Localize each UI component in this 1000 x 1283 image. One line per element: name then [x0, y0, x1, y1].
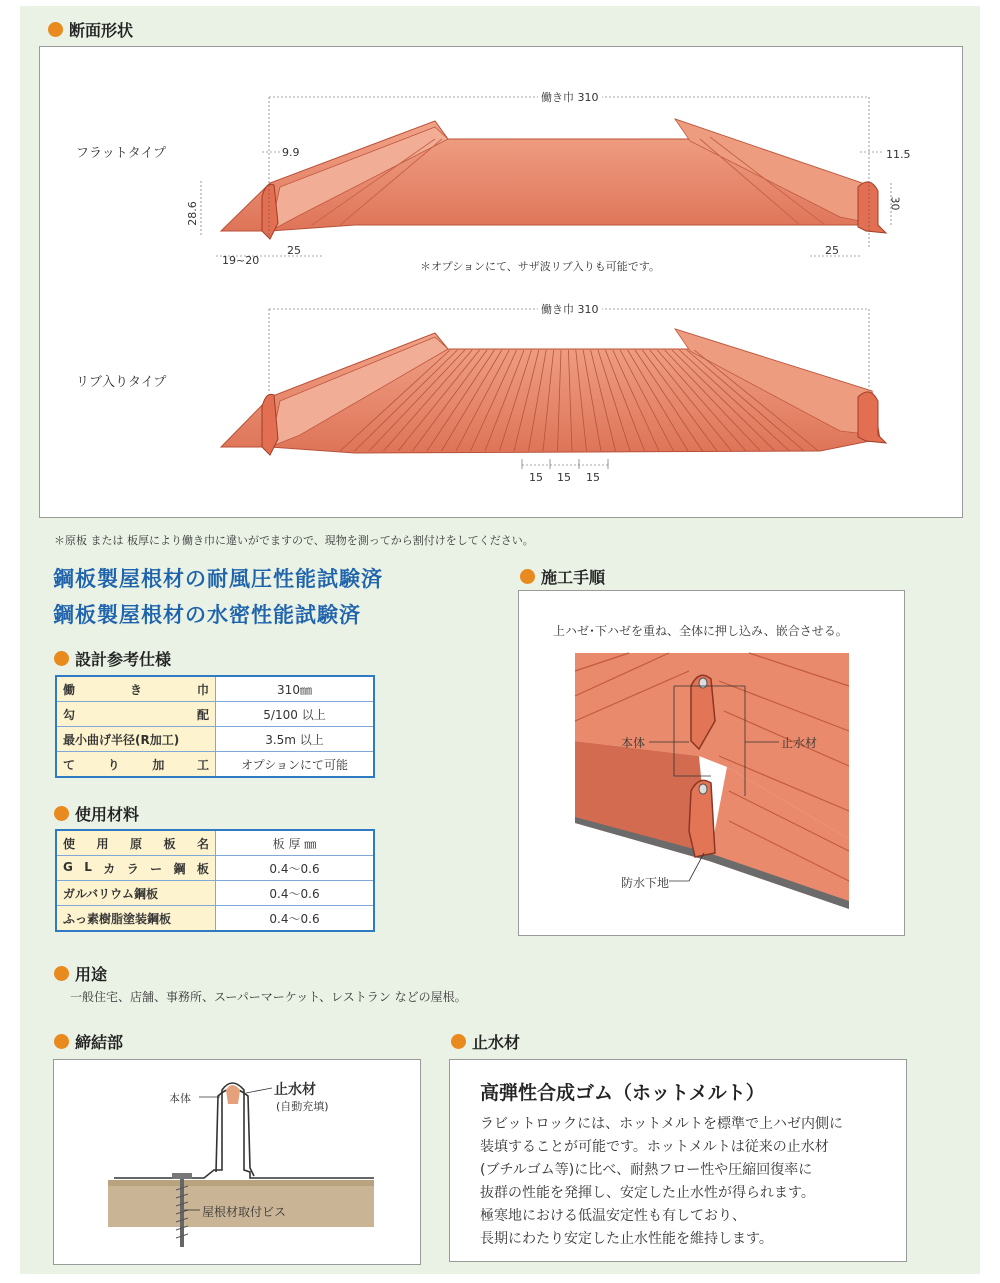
table-key-char: ガルバリウム鋼板 [63, 886, 159, 901]
rib-pitch-1: 15 [529, 471, 543, 484]
sealant-line: 装填することが可能です。ホットメルトは従来の止水材 [480, 1139, 829, 1155]
materials-key [56, 881, 216, 906]
dim-25-right: 25 [825, 244, 839, 257]
table-key-char: ラ [126, 861, 139, 876]
table-key-char: 工 [196, 757, 209, 772]
fastening-drawing [54, 1060, 420, 1264]
design-spec-row [56, 727, 374, 752]
procedure-label-sealant: 止水材 [781, 736, 818, 750]
table-key-char: 板 [196, 861, 209, 876]
table-key-char: 用 [96, 836, 109, 851]
width-label-flat: 働き巾 310 [538, 89, 602, 105]
materials-value: 0.4〜0.6 [216, 856, 375, 881]
design-spec-value: 5/100 以上 [216, 702, 375, 727]
bullet-icon [520, 569, 535, 584]
sealant-line: 長期にわたり安定した止水性能を維持します。 [480, 1231, 773, 1247]
design-spec-key [56, 752, 216, 778]
bullet-icon [54, 651, 69, 666]
rib-pitch-3: 15 [586, 471, 600, 484]
table-key-char: ー [150, 861, 163, 876]
fastening-label-screw: 屋根材取付ビス [202, 1205, 287, 1219]
rib-pitch-2: 15 [557, 471, 571, 484]
rib-panel-shape [221, 329, 886, 455]
bullet-icon [54, 1034, 69, 1049]
materials-header-row [56, 830, 374, 856]
procedure-drawing [519, 591, 904, 935]
option-note: ＊オプションにて、サザ波リブ入りも可能です。 [420, 260, 660, 273]
table-key-char: 最小曲げ半径(R加工) [63, 732, 180, 747]
sealant-line: 極寒地における低温安定性も有しており、 [480, 1208, 746, 1224]
design-spec-row [56, 752, 374, 778]
dim-25-left: 25 [287, 244, 301, 257]
design-spec-table [55, 675, 375, 778]
headline-water: 鋼板製屋根材の水密性能試験済 [53, 603, 361, 627]
sealant-panel [449, 1059, 907, 1262]
bullet-icon [54, 806, 69, 821]
procedure-panel [518, 590, 905, 936]
section-fastening [54, 1030, 123, 1053]
materials-value: 0.4〜0.6 [216, 906, 375, 932]
table-key-char: L [84, 859, 92, 874]
table-key-char: 配 [196, 707, 209, 722]
design-spec-key [56, 676, 216, 702]
fastening-panel [53, 1059, 421, 1265]
table-key-char: カ [103, 861, 116, 876]
fastening-label-body: 本体 [169, 1092, 191, 1105]
materials-header-value: 板 厚 ㎜ [216, 830, 375, 856]
footnote: ＊原板 または 板厚により働き巾に違いがでますので、現物を測ってから割付けをしてください。 [54, 534, 534, 547]
cross-section-panel [39, 46, 963, 518]
design-spec-row [56, 702, 374, 727]
section-title: 用途 [75, 965, 108, 984]
table-key-char: 名 [196, 836, 209, 851]
design-spec-key [56, 702, 216, 727]
materials-row [56, 856, 374, 881]
design-spec-row [56, 676, 374, 702]
materials-table [55, 829, 375, 932]
section-title: 締結部 [75, 1033, 124, 1052]
dim-30: 30 [888, 196, 902, 211]
table-key-char: り [107, 757, 120, 772]
usage-text: 一般住宅、店舗、事務所、スーパーマーケット、レストラン などの屋根。 [70, 990, 467, 1004]
section-title: 断面形状 [69, 21, 134, 40]
table-key-char: き [129, 682, 142, 697]
width-label-rib: 働き巾 310 [538, 301, 602, 317]
section-title: 使用材料 [75, 805, 140, 824]
table-key-char: G [63, 859, 73, 874]
table-key-char: 働 [63, 682, 76, 697]
materials-row [56, 881, 374, 906]
design-spec-value: 310㎜ [216, 676, 375, 702]
design-spec-value: オプションにて可能 [216, 752, 375, 778]
dim-19-20: 19~20 [222, 254, 260, 267]
section-cross-section [48, 18, 133, 41]
table-key-char: て [63, 757, 76, 772]
materials-header-key [56, 830, 216, 856]
sealant-line: (ブチルゴム等)に比べ、耐熱フロー性や圧縮回復率に [480, 1162, 813, 1178]
section-design-spec [54, 647, 171, 670]
section-title: 施工手順 [541, 568, 606, 587]
materials-row [56, 906, 374, 932]
table-key-char: 使 [63, 836, 76, 851]
table-key-char: 板 [163, 836, 176, 851]
section-procedure [520, 565, 605, 588]
flat-type-label: フラットタイプ [76, 146, 167, 161]
table-key-char: 巾 [196, 682, 209, 697]
table-key-char: 鋼 [173, 861, 186, 876]
procedure-label-body: 本体 [621, 736, 646, 750]
materials-key [56, 856, 216, 881]
table-key-char: ふっ素樹脂塗装鋼板 [63, 911, 172, 926]
bullet-icon [451, 1034, 466, 1049]
sealant-line: ラビットロックには、ホットメルトを標準で上ハゼ内側に [480, 1116, 844, 1132]
materials-value: 0.4〜0.6 [216, 881, 375, 906]
table-key-char: 加 [152, 757, 165, 772]
bullet-icon [54, 966, 69, 981]
fastening-label-sealant: 止水材 [274, 1082, 316, 1098]
dim-28-6: 28.6 [185, 201, 199, 226]
procedure-text: 上ハゼ･下ハゼを重ね、全体に押し込み、嵌合させる。 [553, 624, 848, 638]
headline-wind: 鋼板製屋根材の耐風圧性能試験済 [53, 567, 383, 591]
section-materials [54, 802, 139, 825]
section-title: 設計参考仕様 [75, 650, 172, 669]
section-usage [54, 962, 107, 985]
table-key-char: 勾 [63, 707, 76, 722]
design-spec-value: 3.5m 以上 [216, 727, 375, 752]
flat-panel-shape [221, 119, 886, 239]
sealant-body [480, 1113, 843, 1251]
section-title: 止水材 [472, 1033, 521, 1052]
section-sealant [451, 1030, 520, 1053]
procedure-label-waterproof: 防水下地 [621, 876, 670, 890]
dim-11-5: 11.5 [886, 148, 911, 161]
bullet-icon [48, 22, 63, 37]
cross-section-drawing [40, 47, 962, 517]
dim-9-9: 9.9 [282, 146, 300, 159]
materials-key [56, 906, 216, 932]
fastening-label-auto: (自動充填) [276, 1100, 329, 1113]
design-spec-key [56, 727, 216, 752]
rib-type-label: リブ入りタイプ [76, 375, 167, 390]
sealant-line: 抜群の性能を発揮し、安定した止水性が得られます。 [480, 1185, 815, 1201]
sealant-title: 高弾性合成ゴム（ホットメルト） [480, 1082, 765, 1104]
table-key-char: 原 [129, 836, 142, 851]
